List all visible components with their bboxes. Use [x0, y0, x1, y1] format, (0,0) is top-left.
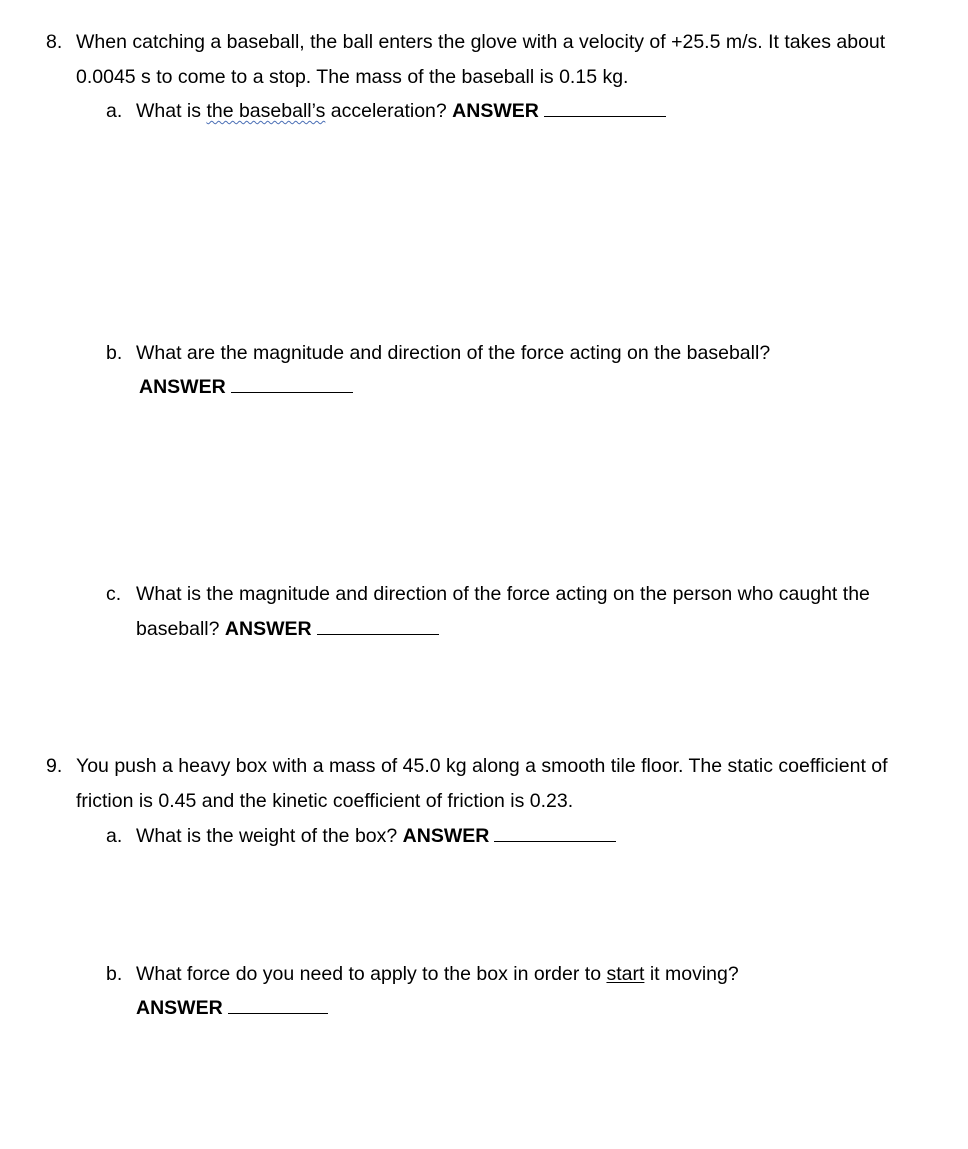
question-8b-letter: b.: [106, 342, 123, 364]
answer-label: ANSWER: [452, 100, 539, 122]
question-8b-text: What are the magnitude and direction of the force acting on the baseball?: [136, 342, 771, 364]
question-8a-text: What is the baseball’s acceleration? ANSWER: [136, 99, 666, 123]
spelling-flag[interactable]: the baseball’s: [206, 100, 326, 122]
question-8-text-line1: When catching a baseball, the ball enters the glove with a velocity of +25.5 m/s. It takes about: [76, 31, 886, 53]
question-8c-text-line2: baseball? ANSWER: [136, 617, 439, 641]
question-9b-text: What force do you need to apply to the box in order to start it moving?: [136, 963, 739, 985]
answer-blank-9b[interactable]: [228, 996, 328, 1014]
answer-blank-8a[interactable]: [544, 99, 666, 117]
question-9-text-line2: friction is 0.45 and the kinetic coefficient of friction is 0.23.: [76, 790, 574, 812]
question-9a-letter: a.: [106, 825, 123, 847]
answer-label: ANSWER: [139, 376, 226, 398]
question-9-number: 9.: [46, 755, 63, 777]
question-8c-text-line1: What is the magnitude and direction of the force acting on the person who caught the: [136, 583, 870, 605]
question-8c-letter: c.: [106, 583, 122, 605]
question-8-text-line2: 0.0045 s to come to a stop. The mass of the baseball is 0.15 kg.: [76, 66, 629, 88]
question-9-text-line1: You push a heavy box with a mass of 45.0 kg along a smooth tile floor. The static coefficient of: [76, 755, 888, 777]
answer-label: ANSWER: [224, 618, 312, 640]
answer-blank-8c[interactable]: [317, 617, 439, 635]
question-9b-letter: b.: [106, 963, 123, 985]
answer-blank-9a[interactable]: [494, 824, 616, 842]
question-9a-text: What is the weight of the box? ANSWER: [136, 824, 616, 848]
question-8a-letter: a.: [106, 100, 123, 122]
answer-blank-8b[interactable]: [231, 375, 353, 393]
question-8b-answer: [139, 375, 353, 399]
answer-label: ANSWER: [136, 997, 223, 1019]
emphasis-underline: start: [606, 963, 645, 985]
question-8-number: 8.: [46, 31, 63, 53]
answer-label: ANSWER: [402, 825, 490, 847]
question-9b-answer: [136, 996, 328, 1020]
